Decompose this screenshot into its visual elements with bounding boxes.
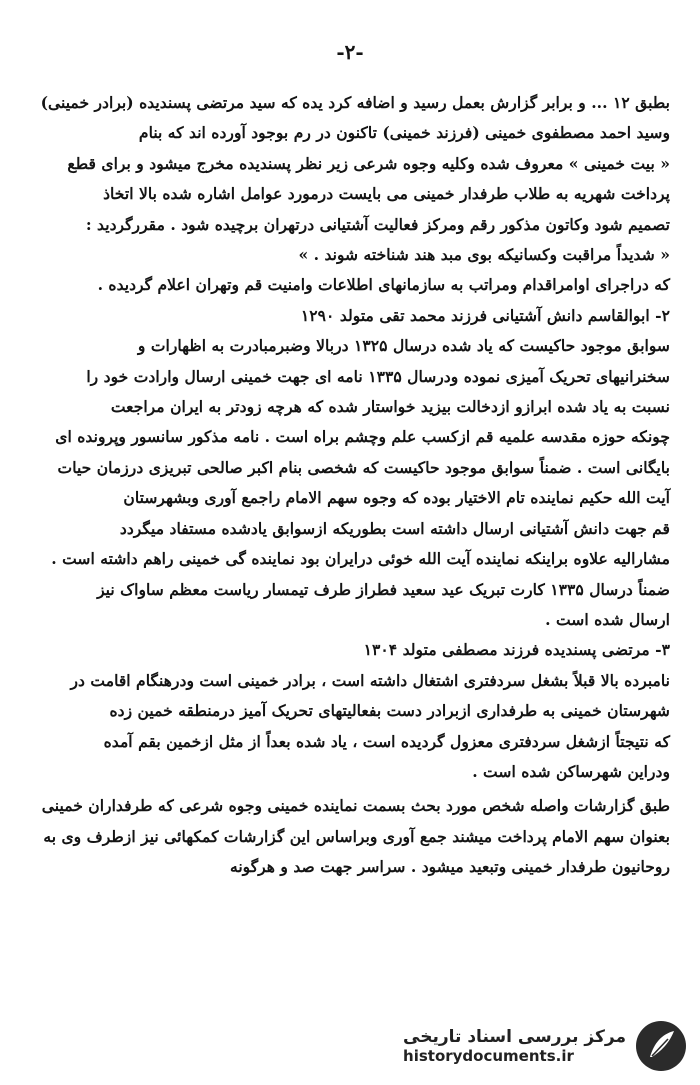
text-line: « شدیداً مراقبت وکسانیکه بوی مبد هند شناخته شوند . »: [298, 245, 670, 265]
text-line: بعنوان سهم الامام پرداخت میشند جمع آوری وبراساس این گزارشات کمکهائی نیز ازطرف وی به: [43, 826, 670, 846]
section-3-heading: ۳- مرتضی پسندیده فرزند مصطفی متولد ۱۳۰۴: [363, 640, 670, 660]
feather-logo-icon: [634, 1019, 688, 1073]
text-line: وسید احمد مصطفوی خمینی (فرزند خمینی) تاکنون در رم بوجود آورده اند که بنام: [138, 123, 670, 143]
text-line: آیت الله حکیم نماینده تام الاختیار بوده که وجوه سهم الامام راجمع آوری وبشهرستان: [123, 488, 670, 508]
watermark-text: [403, 1027, 626, 1065]
watermark: [403, 1019, 688, 1073]
text-line: ودراین شهرساکن شده است .: [472, 761, 670, 781]
text-line: روحانیون طرفدار خمینی وتبعید میشود . سراسر جهت صد و هرگونه: [229, 857, 670, 877]
text-line: پرداخت شهریه به طلاب طرفدار خمینی می بایست درمورد عوامل اشاره شده بالا اتخاذ: [103, 184, 670, 204]
text-line: قم جهت دانش آشتیانی ارسال داشته است بطوریکه ازسوابق یادشده مستفاد میگردد: [119, 518, 670, 538]
document-body: [40, 88, 670, 883]
text-line: « بیت خمینی » معروف شده وکلیه وجوه شرعی زیر نظر پسندیده مخرج میشود و برای قطع: [67, 153, 670, 173]
text-line: طبق گزارشات واصله شخص مورد بحث بسمت نماینده خمینی وجوه شرعی که طرفداران خمینی: [41, 796, 670, 816]
text-line: بایگانی است . ضمناً سوابق موجود حاکیست که شخصی بنام اکبر صالحی تبریزی درزمان حیات: [57, 457, 670, 477]
text-line: ضمناً درسال ۱۳۳۵ کارت تبریک عید سعید فطراز طرف تیمسار ریاست معظم ساواک نیز: [97, 579, 670, 599]
text-line: مشارالیه علاوه براینکه نماینده آیت الله خوئی درایران بود نماینده گی خمینی راهم داشته است .: [51, 549, 670, 569]
text-line: که نتیجتاً ازشغل سردفتری معزول گردیده است ، یاد شده بعداً از مثل ازخمین بقم آمده: [103, 731, 670, 751]
text-line: سخنرانیهای تحریک آمیزی نموده ودرسال ۱۳۳۵ نامه ای جهت خمینی ارسال وارادت خود را: [86, 366, 670, 386]
watermark-title: مرکز بررسی اسناد تاریخی: [403, 1027, 626, 1047]
text-line: شهرستان خمینی به طرفداری ازبرادر دست بفعالیتهای تحریک آمیز درمنطقه خمین زده: [109, 701, 670, 721]
text-line: چونکه حوزه مقدسه علمیه قم ازکسب علم وچشم براه است . نامه مذکور سانسور وپرونده ای: [55, 427, 670, 447]
text-line: تصمیم شود وکاتون مذکور رقم ومرکز فعالیت آشتیانی درتهران برچیده شود . مقررگردید :: [85, 214, 670, 234]
page-number: -۲-: [336, 40, 364, 64]
watermark-url: historydocuments.ir: [403, 1047, 574, 1065]
text-line: که دراجرای اوامراقدام ومراتب به سازمانهای اطلاعات وامنیت قم وتهران اعلام گردیده .: [97, 275, 670, 295]
text-line: نامبرده بالا قبلاً بشغل سردفتری اشتغال داشته است ، برادر خمینی است ودرهنگام اقامت در: [70, 670, 670, 690]
section-2-heading: ۲- ابوالقاسم دانش آشتیانی فرزند محمد تقی متولد ۱۲۹۰: [300, 305, 670, 325]
text-line: نسبت به یاد شده ابرازو ازدخالت بیزید خواستار شده که هرچه زودتر به ایران مراجعت: [110, 397, 670, 417]
text-line: بطبق ۱۲ ... و برابر گزارش بعمل رسید و اضافه کرد یده که سید مرتضی پسندیده (برادر خمینی): [40, 93, 670, 112]
text-line: ارسال شده است .: [545, 609, 670, 629]
text-line: سوابق موجود حاکیست که یاد شده درسال ۱۳۲۵ دربالا وضبرمبادرت به اظهارات و: [137, 336, 670, 356]
